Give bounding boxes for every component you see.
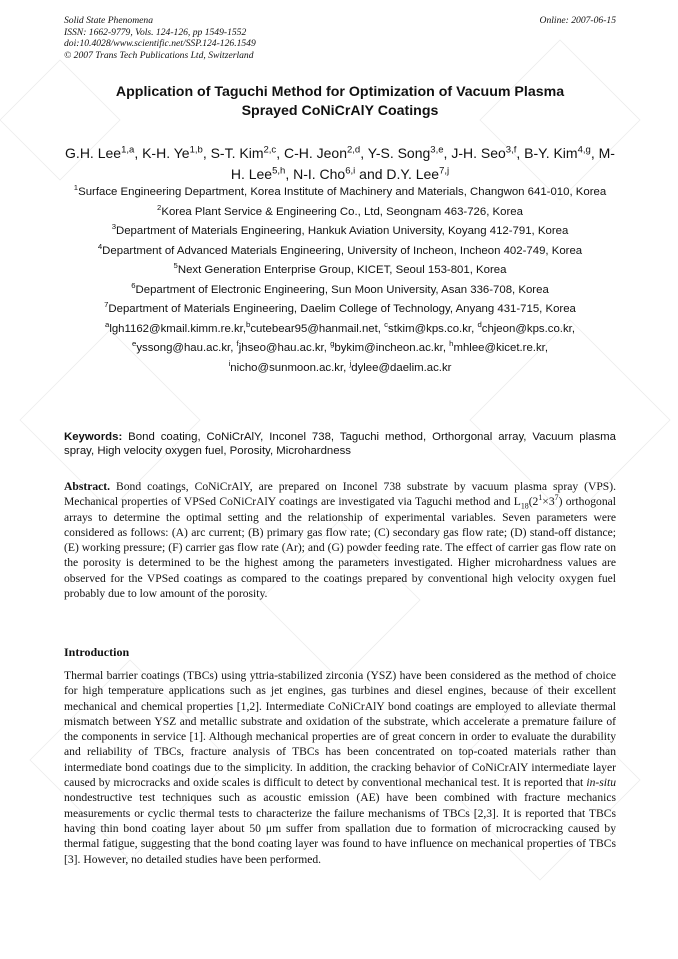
introduction-body	[64, 668, 616, 867]
journal-copyright: © 2007 Trans Tech Publications Ltd, Switzerland	[64, 49, 254, 61]
abstract	[64, 479, 616, 601]
author-name: M-H. Lee	[230, 145, 615, 182]
abstract-sup-1: 1	[538, 493, 543, 503]
author-affiliation-sup: 2,c	[263, 144, 277, 156]
email-separator: ,	[544, 342, 548, 354]
affiliation-sup: 2	[157, 202, 162, 212]
affiliation-sup: 4	[97, 241, 103, 251]
author-separator: ,	[276, 145, 284, 161]
email-sup: c	[384, 319, 388, 329]
email-address[interactable]: chjeon@kps.co.kr	[481, 322, 572, 335]
email-sup: d	[477, 319, 482, 329]
author-separator: ,	[443, 145, 452, 161]
email-separator: ,	[230, 342, 237, 354]
author-name: C-H. Jeon	[283, 145, 347, 161]
email-address[interactable]: yssong@hau.ac.kr	[136, 342, 231, 354]
email-sup: g	[330, 339, 335, 349]
affiliation-text: Department of Materials Engineering, Daelim College of Technology, Anyang 431-715, Korea	[108, 303, 576, 315]
affiliation-sup: 5	[173, 261, 178, 271]
email-address[interactable]: nicho@sunmoon.ac.kr	[230, 361, 344, 374]
email-separator: ,	[442, 342, 450, 354]
affiliation-item	[60, 281, 620, 301]
abstract-sup-2: 7	[554, 493, 559, 503]
journal-doi[interactable]: doi:10.4028/www.scientific.net/SSP.124-126.1549	[64, 38, 256, 49]
author-affiliation-sup: 4,g	[577, 144, 591, 156]
keywords-text: Bond coating, CoNiCrAlY, Inconel 738, Taguchi method, Orthorgonal array, Vacuum plasma spray, High velocity oxygen fuel, Porosity, Microhardness	[64, 431, 616, 457]
abstract-times: ×3	[542, 495, 555, 509]
author-separator: ,	[360, 145, 368, 161]
affiliation-text: Department of Materials Engineering, Hankuk Aviation University, Koyang 412-791, Korea	[116, 225, 569, 237]
author-affiliation-sup: 5,h	[272, 165, 286, 177]
email-line	[60, 339, 620, 359]
email-separator: ,	[571, 322, 575, 335]
email-address[interactable]: mhlee@kicet.re.kr	[453, 342, 545, 354]
email-address[interactable]: bykim@incheon.ac.kr	[334, 342, 443, 354]
author-name: B-Y. Kim	[524, 145, 578, 161]
email-separator: ,	[323, 342, 331, 354]
author-name: D.Y. Lee	[386, 166, 440, 182]
email-address[interactable]: stkim@kps.co.kr	[388, 322, 472, 335]
email-address[interactable]: lgh1162@kmail.kimm.re.kr	[109, 322, 243, 335]
email-sup: f	[236, 339, 239, 349]
author-name: J-H. Seo	[451, 145, 506, 161]
email-sup: j	[349, 358, 352, 368]
affiliation-item	[60, 242, 620, 262]
email-line	[60, 320, 620, 340]
author-affiliation-sup: 1,b	[189, 144, 203, 156]
author-separator: and	[355, 166, 387, 182]
affiliation-sup: 1	[73, 183, 79, 193]
author-list	[60, 143, 620, 185]
abstract-text-after: ) orthogonal arrays to determine the optimal setting and the relationship of experimental variables. Seven parameters were considered as follows: (A) arc current; (B) primary gas flow rate; (C) secondary gas flow rate; (D) stand-off distance; (E) working pressure; (F) carrier gas flow rate (Ar); and (G) powder feeding rate. The effect of carrier gas flow rate on the porosity is determined to be the highest among the parameters investigated. Higher microhardness values are observed for the VPSed coatings as compared to the coatings prepared by conventional high velocity oxygen fuel probably due to low amount of the porosity.	[64, 495, 616, 601]
affiliation-sup: 6	[131, 280, 136, 290]
email-sup: e	[132, 339, 137, 349]
affiliation-item	[60, 300, 620, 320]
author-affiliation-sup: 7,j	[439, 165, 450, 177]
email-sup: a	[105, 319, 110, 329]
affiliations	[60, 183, 620, 378]
abstract-label: Abstract.	[64, 480, 111, 493]
journal-name: Solid State Phenomena	[64, 15, 153, 26]
email-line	[60, 359, 620, 379]
intro-text-after: nondestructive test techniques such as acoustic emission (AE) have been combined with fracture mechanics measurements or cyclic thermal tests to characterize the failure mechanisms of TBCs [2,3]. It is reported that TBCs having thin bond coating layer about 50 μm suffer from spallation due to formation of microcracking caused by thermal fatigue, suggesting that the bond coating layer was found to have influence on mechanical properties of TBCs [3]. However, no detailed studies have been performed.	[64, 791, 616, 866]
email-separator: ,	[242, 322, 247, 335]
abstract-l-subscript: 18	[520, 501, 529, 511]
email-sup: i	[228, 358, 231, 368]
affiliation-text: Next Generation Enterprise Group, KICET, Seoul 153-801, Korea	[177, 264, 507, 276]
author-separator: ,	[590, 145, 599, 161]
email-sup: b	[246, 319, 251, 329]
email-separator: ,	[343, 361, 350, 374]
affiliation-item	[60, 261, 620, 281]
author-name: Y-S. Song	[367, 145, 431, 161]
email-address[interactable]: cutebear95@hanmail.net	[250, 322, 378, 335]
keywords	[64, 430, 616, 458]
affiliation-item	[60, 203, 620, 223]
author-name: G.H. Lee	[65, 145, 122, 161]
affiliation-text: Surface Engineering Department, Korea Institute of Machinery and Materials, Changwon 641-010, Korea	[78, 186, 607, 198]
affiliation-sup: 3	[111, 222, 116, 232]
affiliation-list	[60, 183, 620, 320]
abstract-text-before: Bond coatings, CoNiCrAlY, are prepared on Inconel 738 substrate by vacuum plasma spray (VPS). Mechanical properties of VPSed CoNiCrAlY coatings are investigated via Taguchi method and L	[64, 480, 616, 509]
email-address[interactable]: jhseo@hau.ac.kr	[238, 342, 324, 354]
affiliation-item	[60, 222, 620, 242]
author-name: K-H. Ye	[142, 145, 190, 161]
journal-header	[64, 15, 616, 61]
journal-issn: ISSN: 1662-9779, Vols. 124-126, pp 1549-1552	[64, 26, 247, 38]
email-list	[60, 320, 620, 379]
author-separator: ,	[134, 145, 143, 161]
intro-italic: in-situ	[586, 776, 616, 790]
affiliation-sup: 7	[104, 300, 109, 310]
paper-title	[64, 83, 616, 121]
title-line-1: Application of Taguchi Method for Optimization of Vacuum Plasma	[115, 84, 565, 100]
author-name: S-T. Kim	[210, 145, 264, 161]
title-line-2: Sprayed CoNiCrAlY Coatings	[241, 103, 439, 119]
email-sup: h	[449, 339, 454, 349]
author-separator: ,	[285, 166, 294, 182]
affiliation-text: Korea Plant Service & Engineering Co., Ltd, Seongnam 463-726, Korea	[161, 205, 523, 218]
affiliation-item	[60, 183, 620, 203]
author-separator: ,	[202, 145, 211, 161]
author-separator: ,	[516, 145, 525, 161]
email-separator: ,	[471, 322, 478, 335]
author-affiliation-sup: 6,i	[345, 165, 356, 177]
intro-text-before: Thermal barrier coatings (TBCs) using yttria-stabilized zirconia (YSZ) have been considered as the method of choice for high temperature applications such as jet engines, gas turbines and diesel engines, because of their excellent mechanical and chemical properties [1,2]. Intermediate CoNiCrAlY bond coatings are employed to alleviate thermal mismatch between YSZ and metallic substrate and oxidation of the substrate, which accelerate a premature failure of the components in service [1]. Although mechanical properties are of great concern in order to evaluate the durability and reliability of TBCs, fracture analysis of TBCs has been concentrated on top-coated materials rather than intermediate bond coatings due to the simplicity. In addition, the cracking behavior of CoNiCrAlY intermediate layer caused by microcracks and oxide scales is difficult to detect by conventional mechanical test. It is reported that	[64, 669, 616, 790]
email-separator: ,	[377, 322, 385, 335]
abstract-array-open: (2	[528, 495, 539, 509]
author-affiliation-sup: 1,a	[121, 144, 135, 156]
introduction-heading: Introduction	[64, 645, 130, 659]
affiliation-text: Department of Advanced Materials Engineering, University of Incheon, Incheon 402-749, Korea	[102, 244, 583, 257]
author-name: N-I. Cho	[293, 166, 346, 182]
affiliation-text: Department of Electronic Engineering, Sun Moon University, Asan 336-708, Korea	[135, 283, 549, 296]
email-address[interactable]: dylee@daelim.ac.kr	[351, 361, 452, 374]
author-affiliation-sup: 3,e	[430, 144, 444, 156]
author-affiliation-sup: 3,f	[505, 144, 517, 156]
online-date: Online: 2007-06-15	[539, 15, 616, 26]
keywords-label: Keywords:	[64, 431, 123, 443]
author-affiliation-sup: 2,d	[347, 144, 361, 156]
